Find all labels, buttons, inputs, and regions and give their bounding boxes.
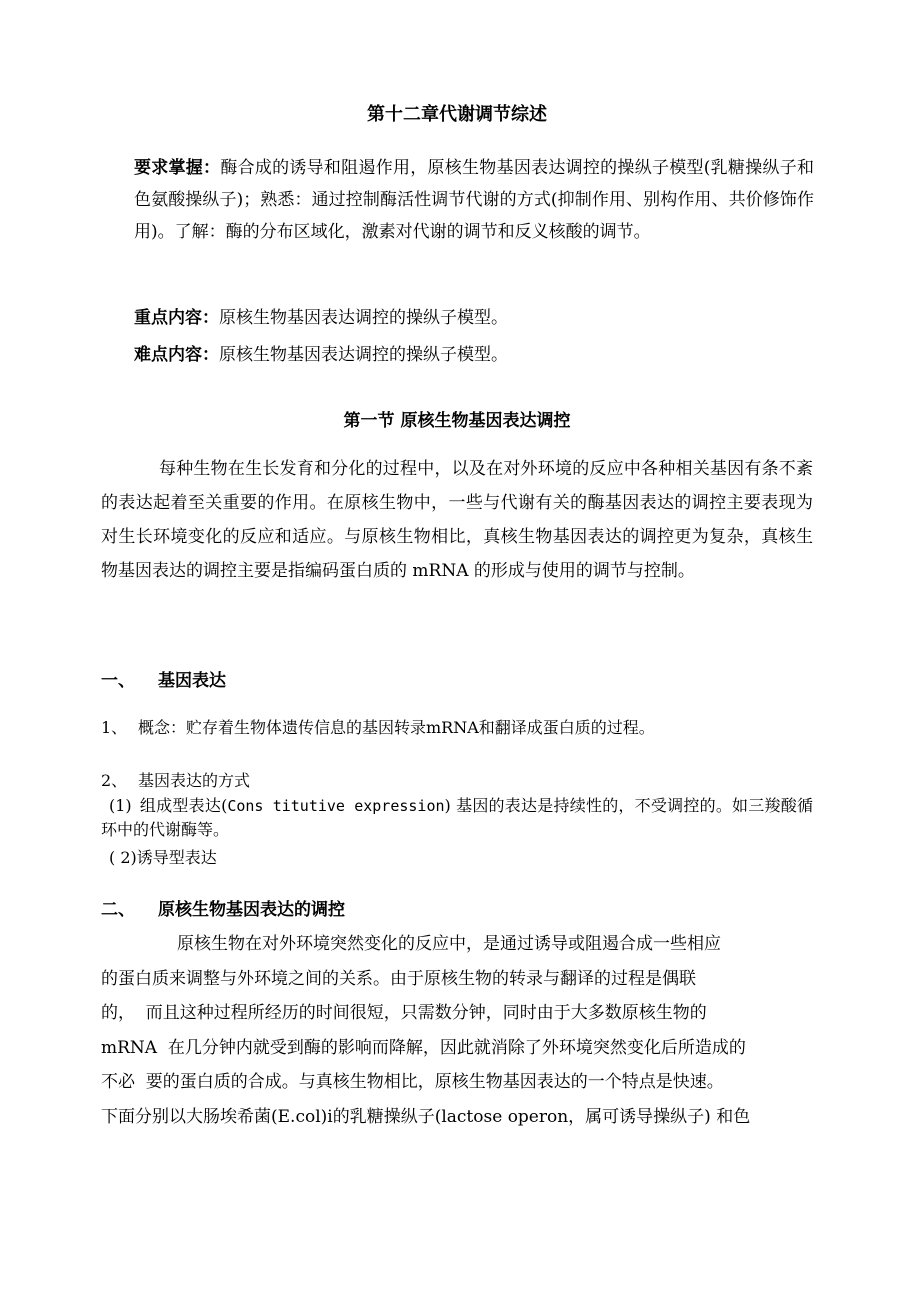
chapter-title: 第十二章代谢调节综述	[367, 104, 547, 125]
sub1-after: ) 基因的表达是持续性的，不受调控的。如三羧酸循环中的代谢酶等。	[101, 796, 813, 839]
part2-number: 二、	[101, 900, 135, 920]
difficult-points-line	[134, 342, 846, 368]
key-points-text: 原核生物基因表达调控的操纵子模型。	[219, 308, 508, 328]
part1-heading	[101, 668, 813, 694]
part1-number: 一、	[101, 671, 135, 691]
part2-line-4: mRNA 在几分钟内就受到酶的影响而降解，因此就消除了外环境突然变化后所造成的	[101, 1037, 746, 1058]
part1-sub2	[101, 846, 813, 870]
requirements-text: 酶合成的诱导和阻遏作用，原核生物基因表达调控的操纵子模型(乳糖操纵子和色氨酸操纵子)；熟悉：通过控制酶活性调节代谢的方式(抑制作用、别构作用、共价修饰作用)。了解：酶的分布区域化，激素对代谢的调节和反义核酸的调节。	[134, 158, 814, 242]
part1-item2	[101, 769, 813, 793]
item2-text: 基因表达的方式	[138, 771, 251, 790]
sub1-number: (1)	[109, 796, 132, 815]
part1-item1	[101, 716, 813, 740]
item1-number: 1、	[101, 718, 128, 737]
key-points-line	[134, 305, 846, 331]
part2-title: 原核生物基因表达的调控	[158, 900, 345, 920]
part1-title: 基因表达	[158, 671, 226, 691]
part2-heading	[101, 897, 813, 923]
part2-line-2: 的蛋白质来调整与外环境之间的关系。由于原核生物的转录与翻译的过程是偶联	[101, 968, 696, 989]
key-points-label: 重点内容：	[134, 308, 219, 328]
requirements-label: 要求掌握：	[134, 158, 221, 178]
sub2-text: 诱导型表达	[136, 848, 217, 867]
item1-text: 概念：贮存着生物体遗传信息的基因转录mRNA和翻译成蛋白质的过程。	[138, 718, 655, 737]
difficult-points-label: 难点内容：	[134, 345, 219, 365]
part2-line-6: 下面分别以大肠埃希菌(E.col)i的乳糖操纵子(lactose operon，属可诱导操纵子) 和色	[101, 1106, 751, 1127]
requirements-paragraph	[134, 152, 814, 248]
difficult-points-text: 原核生物基因表达调控的操纵子模型。	[219, 345, 508, 365]
part2-paragraph	[101, 927, 821, 1135]
part2-line-1: 原核生物在对外环境突然变化的反应中，是通过诱导或阻遏合成一些相应	[177, 934, 721, 954]
sub1-english: Cons titutive expression	[227, 797, 445, 815]
part2-line-3: 的， 而且这种过程所经历的时间很短，只需数分钟，同时由于大多数原核生物的	[101, 1003, 707, 1024]
sub1-before: 组成型表达(	[139, 796, 228, 815]
section-intro-paragraph: 每种生物在生长发育和分化的过程中，以及在对外环境的反应中各种相关基因有条不紊的表达起着至关重要的作用。在原核生物中，一些与代谢有关的酶基因表达的调控主要表现为对生长环境变化的反应和适应。与原核生物相比，真核生物基因表达的调控更为复杂，真核生物基因表达的调控主要是指编码蛋白质的 mRNA 的形成与使用的调节与控制。	[101, 459, 813, 581]
section-title: 第一节 原核生物基因表达调控	[343, 411, 571, 431]
sub2-number: ( 2)	[109, 848, 137, 867]
part2-line-5: 不必 要的蛋白质的合成。与真核生物相比，原核生物基因表达的一个特点是快速。	[101, 1072, 724, 1093]
part1-sub1	[101, 794, 813, 842]
item2-number: 2、	[101, 771, 128, 790]
